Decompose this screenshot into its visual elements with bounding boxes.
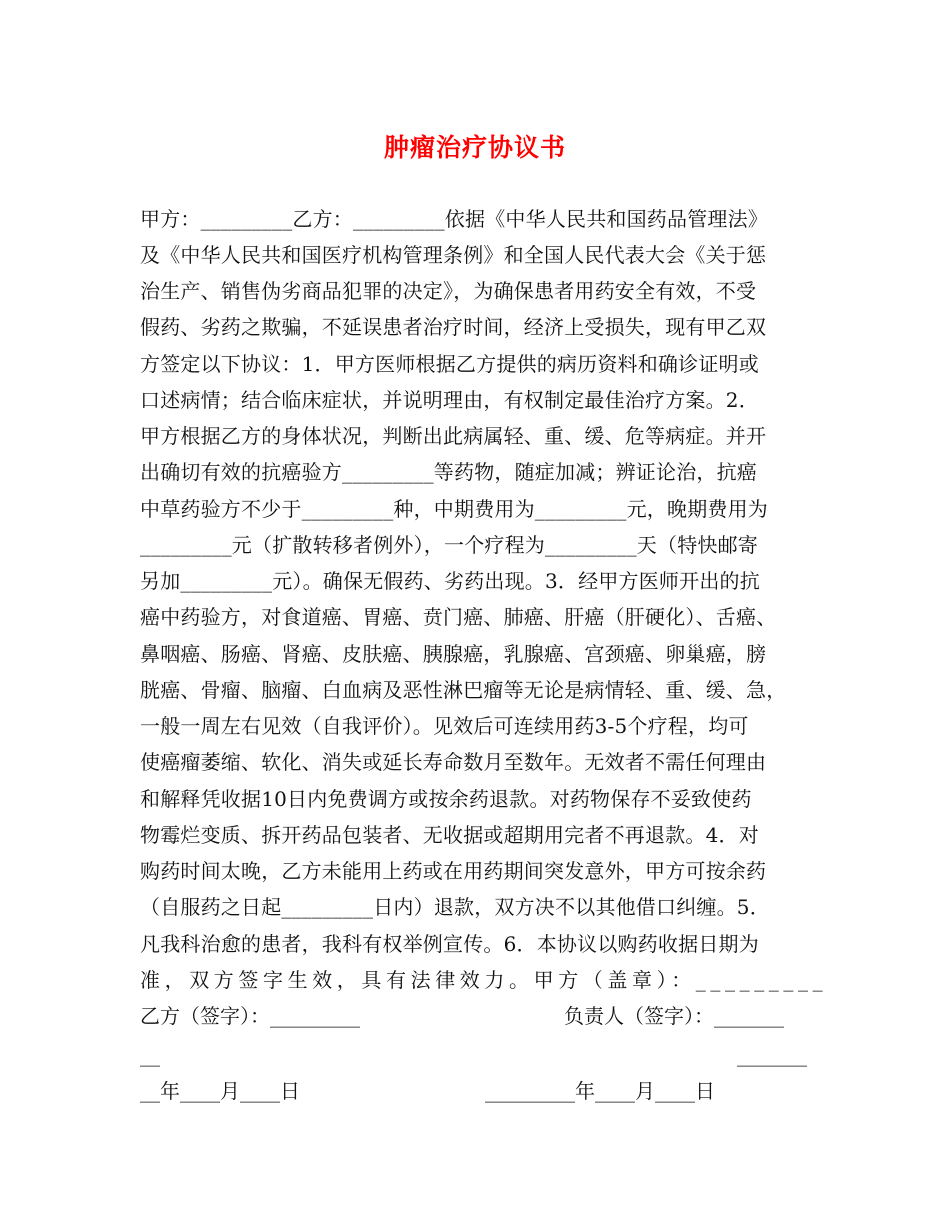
body-line: 鼻咽癌、肠癌、肾癌、皮肤癌、胰腺癌，乳腺癌、宫颈癌、卵巢癌，膀 <box>140 642 767 666</box>
body-line: 准，双方签字生效，具有法律效力。甲方（盖章）：_________ <box>140 968 828 992</box>
body-line: 方签定以下协议：1．甲方医师根据乙方提供的病历资料和确诊证明或 <box>140 352 759 376</box>
body-line: 癌中药验方，对食道癌、胃癌、贲门癌、肺癌、肝癌（肝硬化）、舌癌、 <box>140 605 777 629</box>
body-line: 及《中华人民共和国医疗机构管理条例》和全国人民代表大会《关于惩 <box>140 243 767 267</box>
body-line: 使癌瘤萎缩、软化、消失或延长寿命数月至数年。无效者不需任何理由 <box>140 750 767 774</box>
responsible-signature-label: 负责人（签字）：_______ <box>564 1004 784 1028</box>
document-title: 肿瘤治疗协议书 <box>383 133 566 162</box>
body-line: 口述病情；结合临床症状，并说明理由，有权制定最佳治疗方案。2． <box>140 388 759 412</box>
body-line: 出确切有效的抗癌验方_________等药物，随症加减；辨证论治，抗癌 <box>140 460 757 484</box>
party-b-signature-label: 乙方（签字）：_________ <box>140 1004 360 1028</box>
body-line: 物霉烂变质、拆开药品包装者、无收据或超期用完者不再退款。4．对 <box>140 823 759 847</box>
body-line: _________元（扩散转移者例外），一个疗程为_________天（特快邮寄 <box>140 533 758 557</box>
right-signature-overflow: _______ <box>737 1043 807 1067</box>
body-line: 中草药验方不少于_________种，中期费用为_________元，晚期费用为 <box>140 497 768 521</box>
body-line: 治生产、销售伪劣商品犯罪的决定》，为确保患者用药安全有效，不受 <box>140 279 757 303</box>
left-date-line: __年____月____日 <box>140 1079 300 1103</box>
body-line: 甲方根据乙方的身体状况，判断出此病属轻、重、缓、危等病症。并开 <box>140 424 767 448</box>
body-line: 一般一周左右见效（自我评价）。见效后可连续用药3-5个疗程，均可 <box>140 714 749 738</box>
body-line: （自服药之日起_________日内）退款，双方决不以其他借口纠缠。5． <box>140 895 770 919</box>
body-line: 假药、劣药之欺骗，不延误患者治疗时间，经济上受损失，现有甲乙双 <box>140 315 767 339</box>
body-line: 甲方：_________乙方：_________依据《中华人民共和国药品管理法》 <box>140 207 768 231</box>
right-date-line: _________年____月____日 <box>485 1079 715 1103</box>
left-signature-overflow: __ <box>140 1043 160 1067</box>
body-line: 另加_________元）。确保无假药、劣药出现。3．经甲方医师开出的抗 <box>140 569 760 593</box>
body-line: 购药时间太晚，乙方未能用上药或在用药期间突发意外，甲方可按余药 <box>140 859 767 883</box>
body-line: 凡我科治愈的患者，我科有权举例宣传。6．本协议以购药收据日期为 <box>140 932 759 956</box>
body-line: 胱癌、骨瘤、脑瘤、白血病及恶性淋巴瘤等无论是病情轻、重、缓、急， <box>140 678 787 702</box>
body-line: 和解释凭收据10日内免费调方或按余药退款。对药物保存不妥致使药 <box>140 787 752 811</box>
